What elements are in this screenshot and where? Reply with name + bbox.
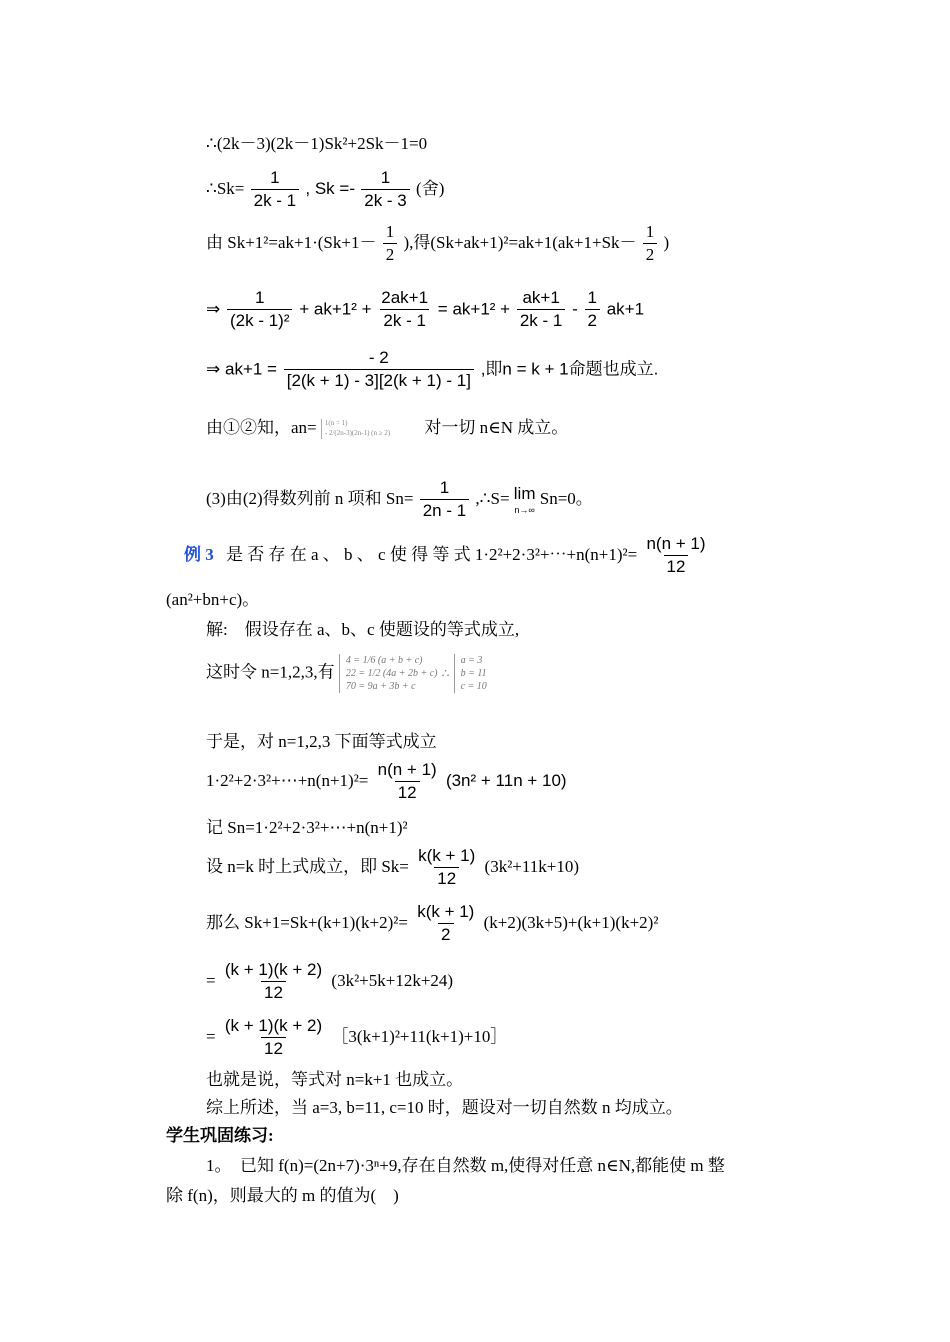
solution-system [454,654,487,693]
practice-title [166,1126,274,1146]
solution-text: 设 n=k 时上式成立，即 Sk= [206,856,409,876]
solution-text: (3k²+11k+10) [484,856,580,876]
system-eq-1: 4 = 1/6 (a + b + c) [345,655,423,666]
line-5-lhs: ak+1 = [224,359,277,379]
line-6-suffix: 对一切 n∈N 成立。 [424,418,569,437]
limit-word: lim [513,484,536,504]
fraction: $\frac{2ak+1}{2k - 1}$ [381,288,429,331]
fraction: $\frac{(k + 1)(k + 2)}{12}$ [224,1016,323,1059]
line-7-mid: ,∴S= [475,488,510,508]
solution-text: 记 Sn=1·2²+2·3²+⋯+n(n+1)² [206,818,408,837]
line-2 [206,168,444,212]
solution-line-4 [206,760,567,804]
question-1-line-1 [206,1156,725,1176]
line-3 [206,222,669,266]
line-2-mid: , Sk =- [305,178,355,198]
solution-line-3 [206,732,437,752]
therefore-symbol: ∴ [441,666,450,681]
fraction: $\frac{1}{2}$ [383,222,398,266]
line-1 [206,134,427,154]
piecewise-cases [321,419,390,439]
system-eq-2: 22 = 1/2 (4a + 2b + c) [345,668,438,679]
line-4 [206,288,644,332]
solution-line-5 [206,818,408,838]
solution-text: (k+2)(3k+5)+(k+1)(k+2)² [483,912,659,932]
practice-title-text: 学生巩固练习: [166,1126,274,1145]
implies-symbol: ⇒ [206,299,221,319]
example-text: 是 否 存 在 a 、 b 、 c 使 得 等 式 1·2²+2·3²+⋯+n(n+1)²= [226,544,638,564]
fraction: $\frac{(k + 1)(k + 2)}{12}$ [224,960,323,1003]
line-4-term: + ak+1² + [299,299,372,319]
line-3-suffix: ) [663,232,670,252]
solution-text: 也就是说，等式对 n=k+1 也成立。 [206,1070,464,1089]
result-c: c = 10 [460,681,487,692]
solution-text: 1·2²+2·3²+⋯+n(n+1)²= [206,770,369,790]
fraction: $\frac{k(k + 1)}{2}$ [417,902,475,945]
solution-line-9 [206,1016,507,1060]
example-continuation-text: (an²+bn+c)。 [166,590,260,609]
line-4-term: = ak+1² + [437,299,511,319]
limit-subscript: n→∞ [514,504,535,515]
fraction: $\frac{1}{2k - 1}$ [251,168,300,212]
line-4-term: ak+1 [606,299,645,319]
solution-line-10 [206,1070,463,1090]
line-6-prefix: 由①②知，an= [206,418,317,437]
line-7-suffix: Sn=0。 [539,488,593,508]
solution-text: 解: 假设存在 a、b、c 使题设的等式成立, [206,620,520,639]
fraction: $\frac{1}{\text{(2k - 1)²}}$ [227,288,293,332]
line-5 [206,348,658,392]
solution-text: 于是，对 n=1,2,3 下面等式成立 [206,732,437,751]
solution-line-8 [206,960,453,1004]
fraction: $\frac{n(n + 1)}{12}$ [646,534,706,577]
line-1-text: ∴(2k－3)(2k－1)Sk²+2Sk－1=0 [206,134,428,153]
solution-line-7 [206,902,658,946]
fraction: $\frac{1}{2}$ [643,222,658,266]
question-text: 1。 已知 f(n)=(2n+7)·3ⁿ+9,存在自然数 m,使得对任意 n∈N,都能使 m 整 [206,1156,725,1175]
line-7-prefix: (3)由(2)得数列前 n 项和 Sn= [206,488,414,508]
fraction: $\frac{k(k + 1)}{12}$ [418,846,476,889]
case-2: - 2/(2n-3)(2n-1) (n ≥ 2) [324,429,391,438]
solution-line-1 [206,620,519,640]
line-5-suffix: ,即n = k + 1命题也成立. [480,359,659,379]
question-text: 除 f(n)，则最大的 m 的值为( ) [166,1186,399,1205]
line-2-prefix: ∴Sk= [206,178,245,198]
fraction: $\frac{1}{2n - 1}$ [420,478,469,522]
solution-line-6 [206,846,579,890]
fraction: $\frac{1}{2k - 3}$ [361,168,410,212]
example-3-header [184,534,711,578]
limit [514,484,536,515]
solution-text: (3n² + 11n + 10) [445,770,567,790]
solution-line-11 [206,1098,683,1118]
line-6 [206,418,568,439]
solution-text: 那么 Sk+1=Sk+(k+1)(k+2)²= [206,912,408,932]
line-4-term: - [572,299,578,319]
result-b: b = 11 [460,668,487,679]
question-1-line-2 [166,1186,399,1206]
solution-text: = [206,970,216,990]
line-3-prefix: 由 Sk+1²=ak+1·(Sk+1－ [206,232,377,252]
solution-text: = [206,1026,216,1046]
fraction: $\frac{- 2}{[2(k + 1) - 3][2(k + 1) - 1]}$ [284,348,474,392]
solution-text: (3k²+5k+12k+24) [331,970,454,990]
solution-text: 综上所述，当 a=3, b=11, c=10 时，题设对一切自然数 n 均成立。 [206,1098,683,1117]
line-3-mid: ),得(Sk+ak+1)²=ak+1(ak+1+Sk－ [403,232,637,252]
fraction: $\frac{1}{2}$ [585,288,600,332]
fraction: $\frac{n(n + 1)}{12}$ [377,760,437,803]
solution-line-2 [206,654,487,693]
case-1: 1(n = 1) [324,419,348,428]
example-label: 例 3 [184,544,214,564]
example-3-continuation [166,590,259,610]
fraction: $\frac{ak+1}{2k - 1}$ [517,288,566,332]
implies-symbol: ⇒ [206,359,221,379]
solution-text: 这时令 n=1,2,3,有 [206,662,335,682]
system-eq-3: 70 = 9a + 3b + c [345,681,416,692]
equation-system [339,654,438,693]
line-7 [206,478,593,522]
solution-text: ［3(k+1)²+11(k+1)+10］ [331,1026,508,1046]
result-a: a = 3 [460,655,483,666]
line-2-note: (舍) [416,178,445,198]
